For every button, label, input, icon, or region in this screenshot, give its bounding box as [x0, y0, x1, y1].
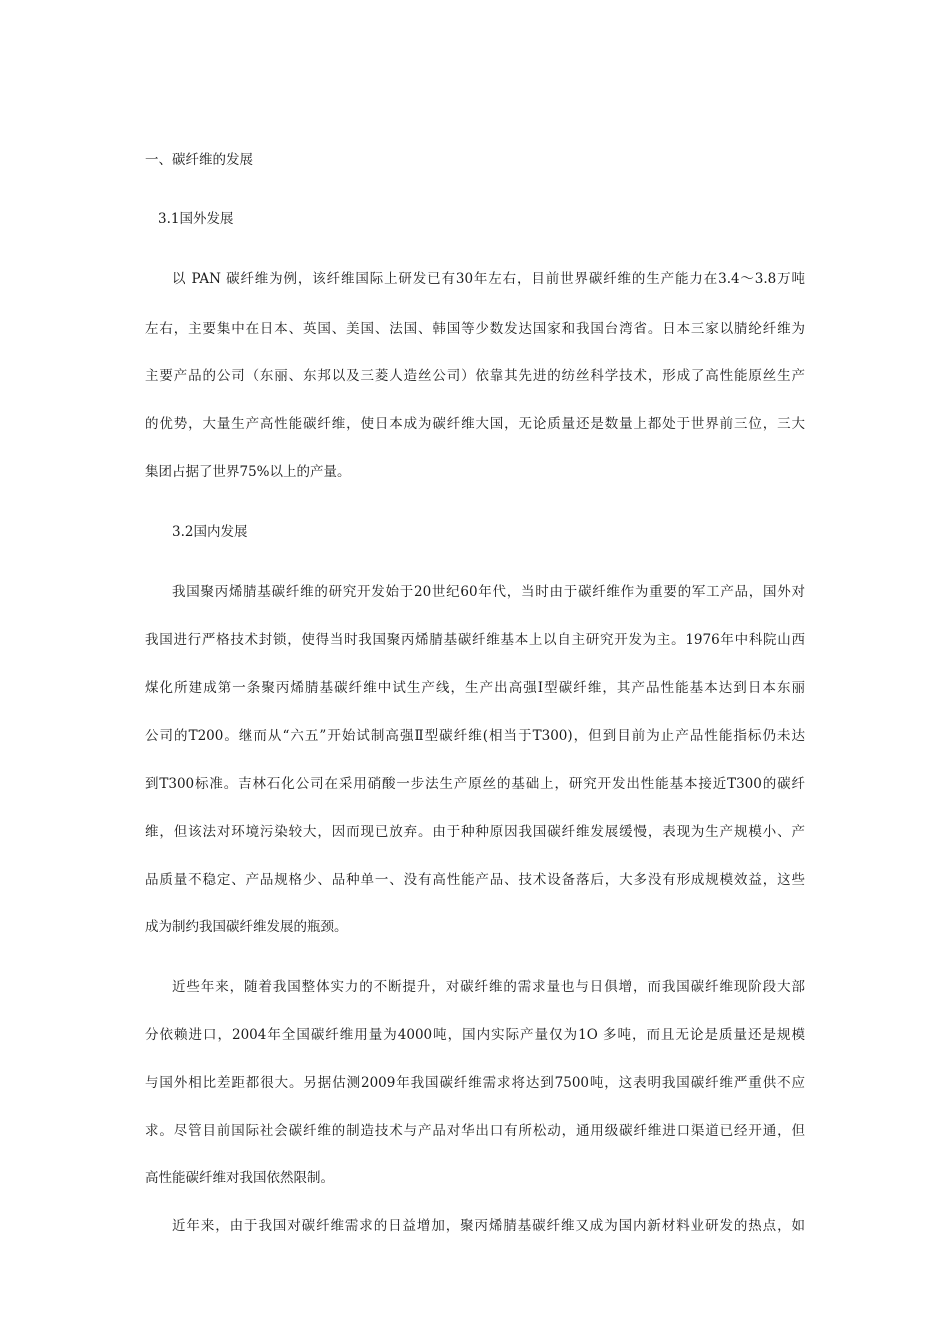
text-line: 成为制约我国碳纤维发展的瓶颈。 — [145, 919, 348, 935]
text-line: 以 PAN 碳纤维为例，该纤维国际上研发已有30年左右，目前世界碳纤维的生产能力在3.4～3.8万吨 — [172, 271, 805, 287]
text-line: 与国外相比差距都很大。另据估测2009年我国碳纤维需求将达到7500吨，这表明我国碳纤维严重供不应 — [145, 1075, 805, 1091]
text-line: 我国进行严格技术封锁，使得当时我国聚丙烯腈基碳纤维基本上以自主研究开发为主。1976年中科院山西 — [145, 632, 805, 648]
text-line: 煤化所建成第一条聚丙烯腈基碳纤维中试生产线，生产出高强Ⅰ型碳纤维，其产品性能基本达到日本东丽 — [145, 680, 805, 696]
text-line: 求。尽管目前国际社会碳纤维的制造技术与产品对华出口有所松动，通用级碳纤维进口渠道已经开通，但 — [145, 1123, 805, 1139]
text-line: 我国聚丙烯腈基碳纤维的研究开发始于20世纪60年代，当时由于碳纤维作为重要的军工产品，国外对 — [172, 584, 805, 600]
text-line: 到T300标准。吉林石化公司在采用硝酸一步法生产原丝的基础上，研究开发出性能基本接近T300的碳纤 — [145, 776, 805, 792]
text-line: 维，但该法对环境污染较大，因而现已放弃。由于种种原因我国碳纤维发展缓慢，表现为生产规模小、产 — [145, 824, 805, 840]
text-line: 主要产品的公司（东丽、东邦以及三菱人造丝公司）依靠其先进的纺丝科学技术，形成了高性能原丝生产 — [145, 368, 805, 384]
text-line: 集团占据了世界75%以上的产量。 — [145, 464, 351, 480]
text-line: 品质量不稳定、产品规格少、品种单一、没有高性能产品、技术设备落后，大多没有形成规模效益，这些 — [145, 872, 805, 888]
text-line: 近年来，由于我国对碳纤维需求的日益增加，聚丙烯腈基碳纤维又成为国内新材料业研发的热点，如 — [172, 1218, 805, 1234]
section-title: 一、碳纤维的发展 — [145, 152, 253, 168]
text-line: 的优势，大量生产高性能碳纤维，使日本成为碳纤维大国，无论质量还是数量上都处于世界前三位，三大 — [145, 416, 805, 432]
text-line: 分依赖进口，2004年全国碳纤维用量为4000吨，国内实际产量仅为1O 多吨，而且无论是质量还是规模 — [145, 1027, 805, 1043]
text-line: 高性能碳纤维对我国依然限制。 — [145, 1170, 334, 1186]
text-line: 公司的T200。继而从“六五”开始试制高强Ⅱ型碳纤维(相当于T300)，但到目前为止产品性能指标仍未达 — [145, 728, 805, 744]
text-line: 近些年来，随着我国整体实力的不断提升，对碳纤维的需求量也与日俱增，而我国碳纤维现阶段大部 — [172, 979, 805, 995]
subsection-title: 3.1国外发展 — [158, 211, 234, 227]
subsection-title: 3.2国内发展 — [172, 524, 248, 540]
text-line: 左右，主要集中在日本、英国、美国、法国、韩国等少数发达国家和我国台湾省。日本三家以腈纶纤维为 — [145, 321, 805, 337]
